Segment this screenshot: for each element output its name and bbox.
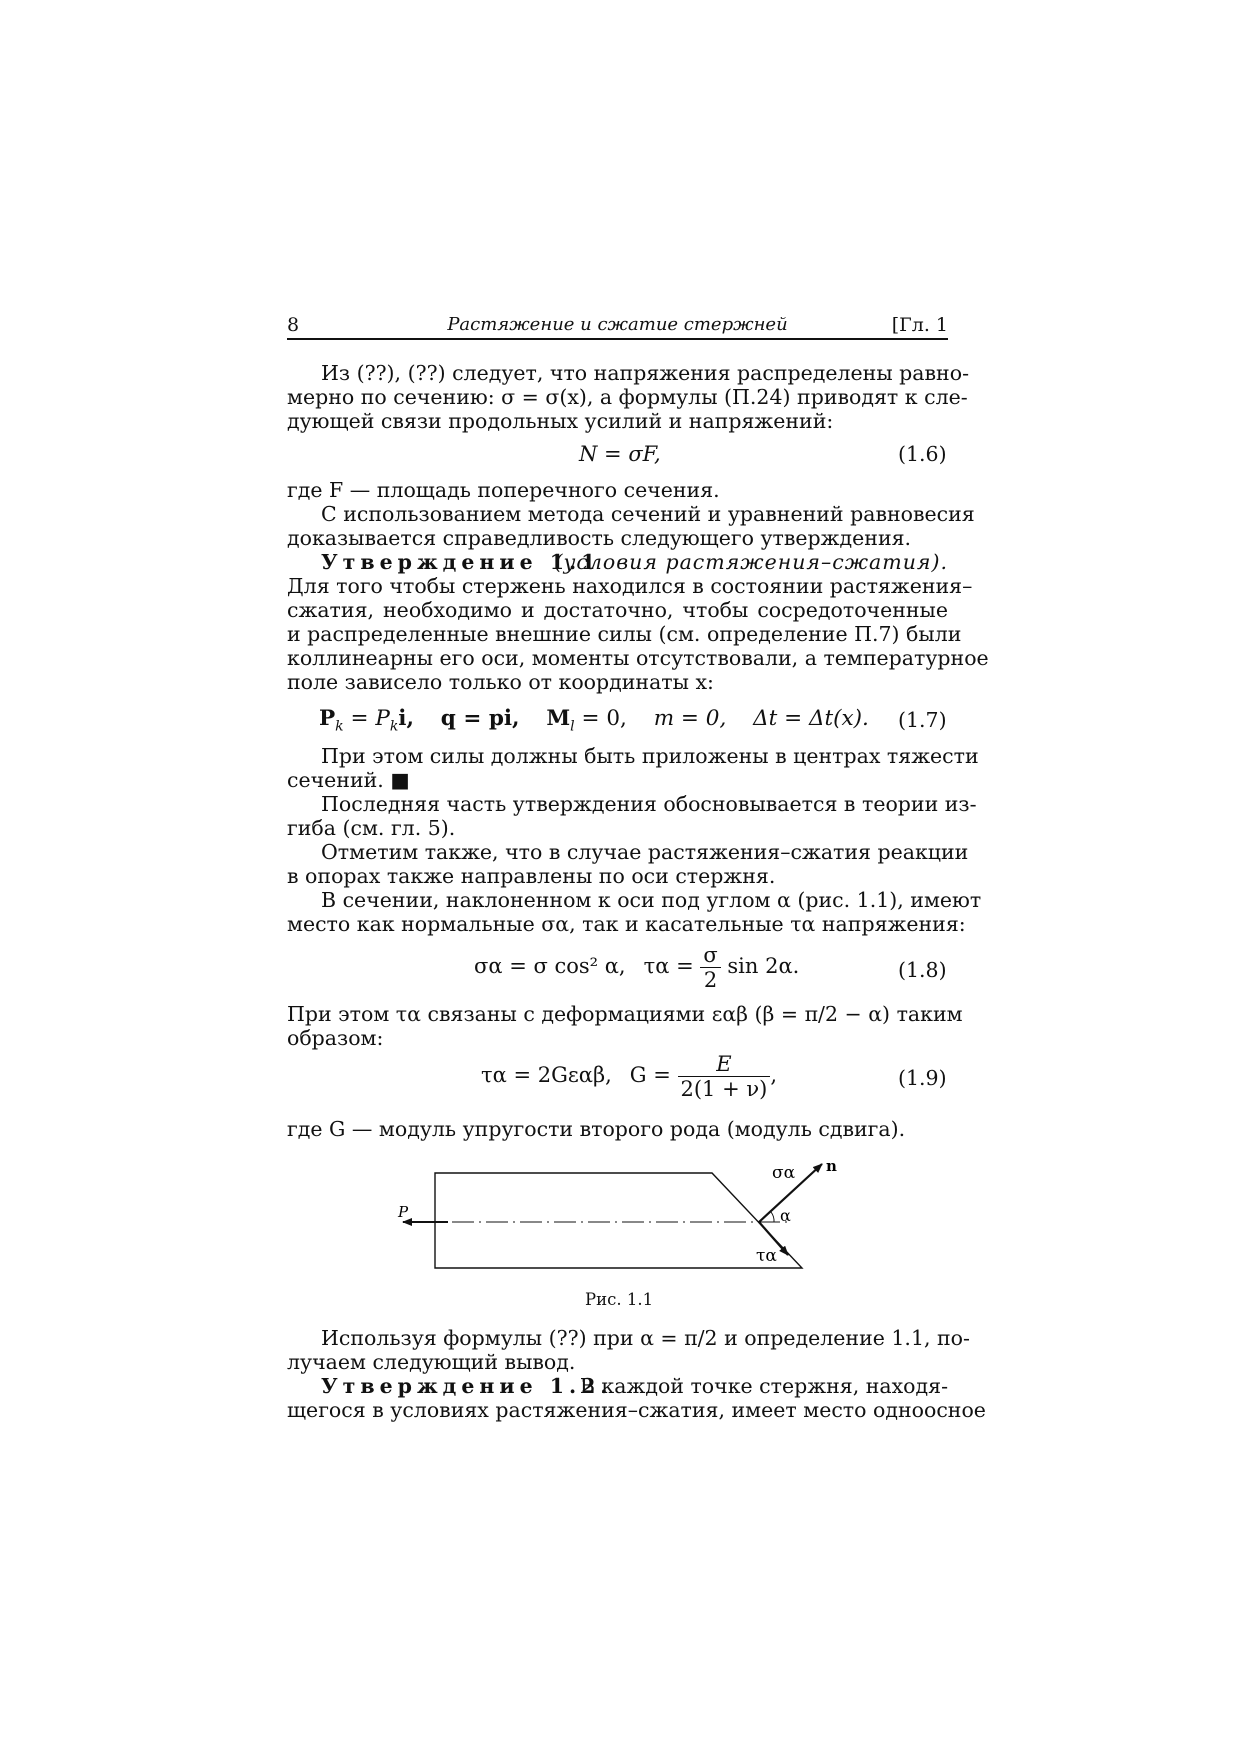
- statement-1-1-line-5: поле зависело только от координаты x:: [287, 670, 714, 694]
- paragraph-4-line-1: При этом силы должны быть приложены в центрах тяжести: [321, 744, 979, 768]
- label-alpha: α: [780, 1206, 791, 1225]
- paragraph-1-line-2: мерно по сечению: σ = σ(x), а формулы (П.24) приводят к сле-: [287, 385, 968, 409]
- paragraph-1-line-3: дующей связи продольных усилий и напряжений:: [287, 409, 834, 433]
- running-title: Растяжение и сжатие стержней: [447, 314, 788, 335]
- label-n: n: [826, 1157, 837, 1175]
- label-p: P: [398, 1203, 409, 1221]
- statement-1-2-text: В каждой точке стержня, находя-: [579, 1374, 948, 1398]
- statement-1-1-line-3: и распределенные внешние силы (см. определение П.7) были: [287, 622, 962, 646]
- equation-number-1-6: (1.6): [898, 442, 947, 466]
- angle-alpha-arc: [771, 1212, 774, 1222]
- equation-1-8: σα = σ cos² α, τα = $\frac{\sigma}{2}$ sin 2α.: [474, 943, 800, 992]
- statement-1-1-title: Утверждение 1.1: [321, 550, 601, 574]
- paragraph-9: где G — модуль упругости второго рода (модуль сдвига).: [287, 1117, 906, 1141]
- statement-1-1-line-2: сжатия, необходимо и достаточно, чтобы сосредоточенные: [287, 598, 948, 622]
- label-sigma-alpha: σα: [772, 1163, 796, 1183]
- paragraph-8-line-2: образом:: [287, 1026, 384, 1050]
- paragraph-10-line-2: лучаем следующий вывод.: [287, 1350, 576, 1374]
- statement-1-2-title: Утверждение 1.2.: [321, 1374, 613, 1398]
- equation-1-6: N = σF,: [579, 442, 661, 466]
- statement-1-1-line-1: Для того чтобы стержень находился в состоянии растяжения–: [287, 574, 973, 598]
- chapter-label: [Гл. 1: [891, 314, 948, 336]
- figure-caption: Рис. 1.1: [585, 1290, 654, 1309]
- paragraph-8-line-1: При этом τα связаны с деформациями εαβ (β = π/2 − α) таким: [287, 1002, 963, 1026]
- paragraph-1-line-1: Из (??), (??) следует, что напряжения распределены равно-: [321, 361, 969, 385]
- statement-1-1-subtitle: (условия растяжения–сжатия).: [554, 550, 948, 574]
- equation-number-1-8: (1.8): [898, 958, 947, 982]
- paragraph-3-line-2: доказывается справедливость следующего утверждения.: [287, 526, 912, 550]
- paragraph-6-line-2: в опорах также направлены по оси стержня.: [287, 864, 776, 888]
- label-tau-alpha: τα: [756, 1246, 777, 1266]
- statement-1-2-line-2: щегося в условиях растяжения–сжатия, имеет место одноосное: [287, 1398, 986, 1422]
- statement-1-1-line-4: коллинеарны его оси, моменты отсутствовали, а температурное: [287, 646, 989, 670]
- statement-1-1-heading: [287, 550, 948, 574]
- paragraph-10-line-1: Используя формулы (??) при α = π/2 и определение 1.1, по-: [321, 1326, 970, 1350]
- paragraph-5-line-1: Последняя часть утверждения обосновывается в теории из-: [321, 792, 977, 816]
- header-rule: [287, 338, 948, 340]
- rod-outline: [435, 1173, 802, 1268]
- paragraph-7-line-1: В сечении, наклоненном к оси под углом α (рис. 1.1), имеют: [321, 888, 982, 912]
- equation-number-1-7: (1.7): [898, 708, 947, 732]
- equation-1-9: τα = 2Gεαβ, G = $\frac{E}{2(1 + \nu)}$ ,: [481, 1052, 778, 1101]
- page-number: 8: [287, 314, 300, 336]
- paragraph-2: где F — площадь поперечного сечения.: [287, 478, 720, 502]
- figure-1-1: [390, 1155, 840, 1285]
- statement-1-2-heading: [287, 1374, 948, 1398]
- paragraph-3-line-1: С использованием метода сечений и уравнений равновесия: [321, 502, 975, 526]
- paragraph-4-line-2: сечений. ■: [287, 768, 410, 792]
- equation-number-1-9: (1.9): [898, 1066, 947, 1090]
- paragraph-7-line-2: место как нормальные σα, так и касательные τα напряжения:: [287, 912, 966, 936]
- paragraph-5-line-2: гиба (см. гл. 5).: [287, 816, 456, 840]
- equation-1-7: $P_k = P_ki$, q = pi, $M_l = 0$, m = 0, Δt = Δt(x).: [319, 706, 869, 735]
- paragraph-6-line-1: Отметим также, что в случае растяжения–сжатия реакции: [321, 840, 969, 864]
